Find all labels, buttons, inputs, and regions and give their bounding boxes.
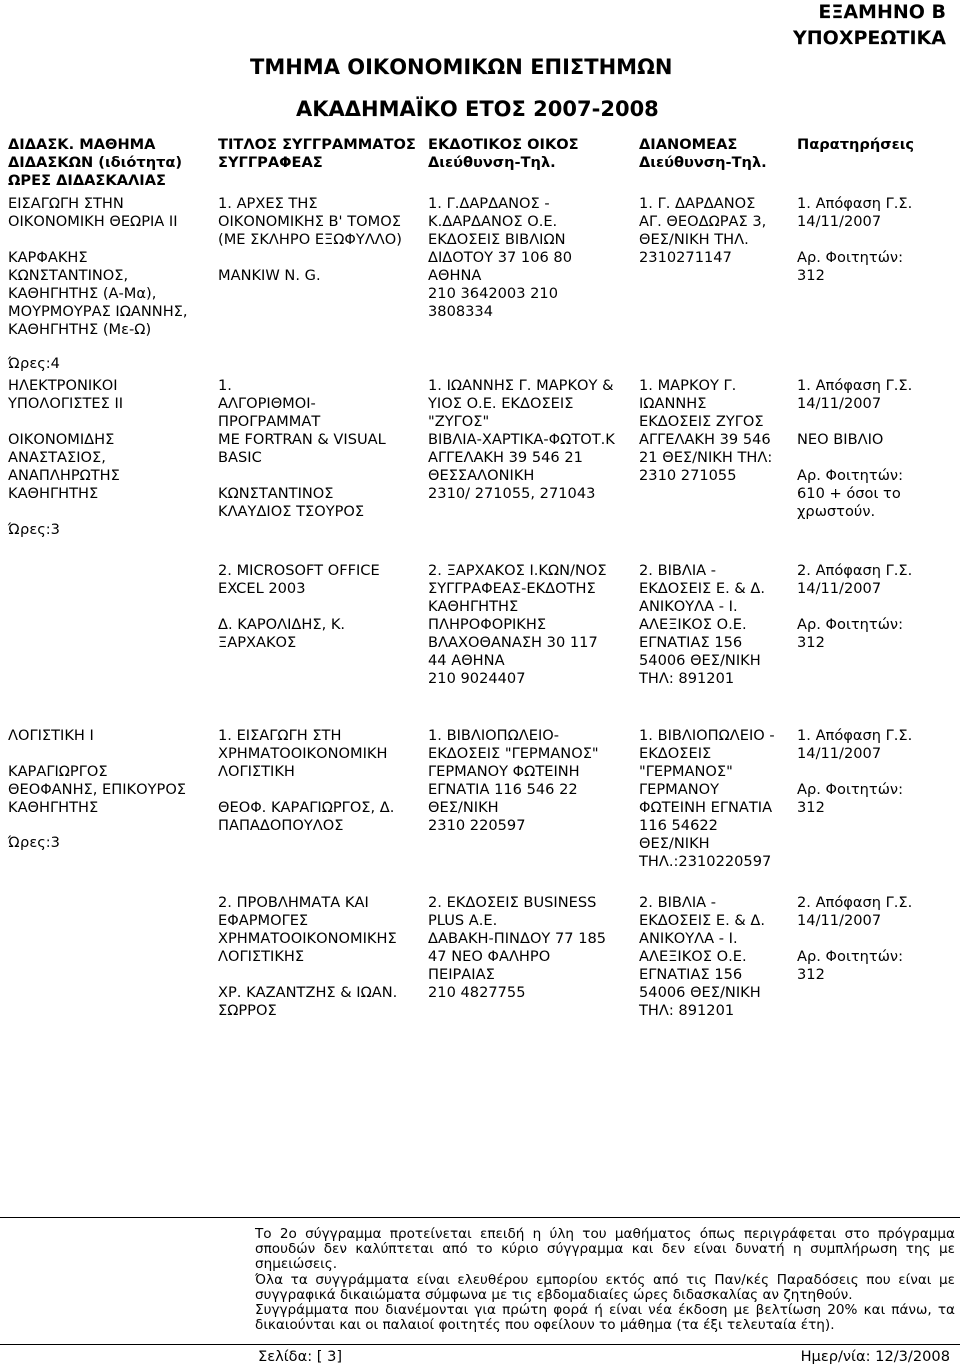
col-header-distributor: ΔΙΑΝΟΜΕΑΣ Διεύθυνση-Τηλ.	[639, 136, 767, 171]
row2-notes: 1. Απόφαση Γ.Σ. 14/11/2007 ΝΕΟ ΒΙΒΛΙΟ Αρ. Φοιτητών: 610 + όσοι το χρωστούν.	[797, 377, 913, 520]
row2-title: 1. ΑΛΓΟΡΙΘΜΟΙ-ΠΡΟΓΡΑΜΜΑΤ ΜΕ FORTRAN & VISUAL BASIC ΚΩΝΣΤΑΝΤΙΝΟΣ ΚΛΑΥΔΙΟΣ ΤΣΟΥΡΟΣ	[218, 377, 386, 520]
note-divider-top	[0, 1217, 960, 1218]
col-header-course: ΔΙΔΑΣΚ. ΜΑΘΗΜΑ ΔΙΔΑΣΚΩΝ (ιδιότητα) ΩΡΕΣ ΔΙΔΑΣΚΑΛΙΑΣ	[8, 136, 183, 189]
row1-course: ΕΙΣΑΓΩΓΗ ΣΤΗΝ ΟΙΚΟΝΟΜΙΚΗ ΘΕΩΡΙΑ ΙΙ ΚΑΡΦΑΚΗΣ ΚΩΝΣΤΑΝΤΙΝΟΣ, ΚΑΘΗΓΗΤΗΣ (Α-Μα), ΜΟΥΡΜΟΥΡΑΣ ΙΩΑΝΝΗΣ, ΚΑΘΗΓΗΤΗΣ (Με-Ω)	[8, 195, 188, 338]
semester-label-2: ΥΠΟΧΡΕΩΤΙΚΑ	[793, 27, 946, 49]
row4-title: 1. ΕΙΣΑΓΩΓΗ ΣΤΗ ΧΡΗΜΑΤΟΟΙΚΟΝΟΜΙΚΗ ΛΟΓΙΣΤΙΚΗ ΘΕΟΦ. ΚΑΡΑΓΙΩΡΓΟΣ, Δ. ΠΑΠΑΔΟΠΟΥΛΟΣ	[218, 727, 395, 834]
semester-label-1: ΕΞΑΜΗΝΟ Β	[818, 1, 946, 23]
print-date: Ημερ/νία: 12/3/2008	[800, 1348, 950, 1365]
col-header-title: ΤΙΤΛΟΣ ΣΥΓΓΡΑΜΜΑΤΟΣ ΣΥΓΓΡΑΦΕΑΣ	[218, 136, 416, 171]
row5-title: 2. ΠΡΟΒΛΗΜΑΤΑ ΚΑΙ ΕΦΑΡΜΟΓΕΣ ΧΡΗΜΑΤΟΟΙΚΟΝΟΜΙΚΗΣ ΛΟΓΙΣΤΙΚΗΣ ΧΡ. ΚΑΖΑΝΤΖΗΣ & ΙΩΑΝ. ΣΩΡΡΟΣ	[218, 894, 398, 1019]
department-title: ΤΜΗΜΑ ΟΙΚΟΝΟΜΙΚΩΝ ΕΠΙΣΤΗΜΩΝ	[250, 55, 673, 79]
row4-publisher: 1. ΒΙΒΛΙΟΠΩΛΕΙΟ- ΕΚΔΟΣΕΙΣ "ΓΕΡΜΑΝΟΣ" ΓΕΡΜΑΝΟΥ ΦΩΤΕΙΝΗ ΕΓΝΑΤΙΑ 116 546 22 ΘΕΣ/ΝΙΚΗ 2310 220597	[428, 727, 599, 834]
row2-publisher: 1. ΙΩΑΝΝΗΣ Γ. ΜΑΡΚΟΥ & ΥΙΟΣ Ο.Ε. ΕΚΔΟΣΕΙΣ "ΖΥΓΟΣ" ΒΙΒΛΙΑ-ΧΑΡΤΙΚΑ-ΦΩΤΟΤ.Κ ΑΓΓΕΛΑΚΗ 39 546 21 ΘΕΣΣΑΛΟΝΙΚΗ 2310/ 271055, 271043	[428, 377, 615, 502]
row1-distributor: 1. Γ. ΔΑΡΔΑΝΟΣ ΑΓ. ΘΕΟΔΩΡΑΣ 3, ΘΕΣ/ΝΙΚΗ ΤΗΛ. 2310271147	[639, 195, 767, 266]
row1-publisher: 1. Γ.ΔΑΡΔΑΝΟΣ - Κ.ΔΑΡΔΑΝΟΣ Ο.Ε. ΕΚΔΟΣΕΙΣ ΒΙΒΛΙΩΝ ΔΙΔΟΤΟΥ 37 106 80 ΑΘΗΝΑ 210 3642003 210 3808334	[428, 195, 572, 320]
row4-hours: Ώρες:3	[8, 834, 60, 851]
row5-publisher: 2. ΕΚΔΟΣΕΙΣ BUSINESS PLUS Α.Ε. ΔΑΒΑΚΗ-ΠΙΝΔΟΥ 77 185 47 ΝΕΟ ΦΑΛΗΡΟ ΠΕΙΡΑΙΑΣ 210 4827755	[428, 894, 607, 1001]
row5-distributor: 2. ΒΙΒΛΙΑ - ΕΚΔΟΣΕΙΣ Ε. & Δ. ΑΝΙΚΟΥΛΑ - Ι. ΑΛΕΞΙΚΟΣ Ο.Ε. ΕΓΝΑΤΙΑΣ 156 54006 ΘΕΣ/ΝΙΚΗ ΤΗΛ: 891201	[639, 894, 766, 1019]
row1-hours: Ώρες:4	[8, 355, 60, 372]
row2-distributor: 1. ΜΑΡΚΟΥ Γ. ΙΩΑΝΝΗΣ ΕΚΔΟΣΕΙΣ ΖΥΓΟΣ ΑΓΓΕΛΑΚΗ 39 546 21 ΘΕΣ/ΝΙΚΗ ΤΗΛ: 2310 271055	[639, 377, 773, 484]
row3-title: 2. MICROSOFT OFFICE EXCEL 2003 Δ. ΚΑΡΟΛΙΔΗΣ, Κ. ΞΑΡΧΑΚΟΣ	[218, 562, 380, 651]
row1-title: 1. ΑΡΧΕΣ ΤΗΣ ΟΙΚΟΝΟΜΙΚΗΣ Β' ΤΟΜΟΣ (ΜΕ ΣΚΛΗΡΟ ΕΞΩΦΥΛΛΟ) MANKIW N. G.	[218, 195, 402, 284]
row2-hours: Ώρες:3	[8, 521, 60, 538]
academic-year-title: ΑΚΑΔΗΜΑΪΚΟ ΕΤΟΣ 2007-2008	[296, 97, 659, 121]
row4-notes: 1. Απόφαση Γ.Σ. 14/11/2007 Αρ. Φοιτητών: 312	[797, 727, 913, 816]
page-number: Σελίδα: [ 3]	[258, 1348, 343, 1365]
row2-course: ΗΛΕΚΤΡΟΝΙΚΟΙ ΥΠΟΛΟΓΙΣΤΕΣ ΙΙ ΟΙΚΟΝΟΜΙΔΗΣ ΑΝΑΣΤΑΣΙΟΣ, ΑΝΑΠΛΗΡΩΤΗΣ ΚΑΘΗΓΗΤΗΣ	[8, 377, 124, 502]
row4-course: ΛΟΓΙΣΤΙΚΗ Ι ΚΑΡΑΓΙΩΡΓΟΣ ΘΕΟΦΑΝΗΣ, ΕΠΙΚΟΥΡΟΣ ΚΑΘΗΓΗΤΗΣ	[8, 727, 187, 816]
footer-divider	[0, 1344, 960, 1345]
row3-publisher: 2. ΞΑΡΧΑΚΟΣ Ι.ΚΩΝ/ΝΟΣ ΣΥΓΓΡΑΦΕΑΣ-ΕΚΔΟΤΗΣ ΚΑΘΗΓΗΤΗΣ ΠΛΗΡΟΦΟΡΙΚΗΣ ΒΛΑΧΟΘΑΝΑΣΗ 30 117 44 ΑΘΗΝΑ 210 9024407	[428, 562, 607, 687]
row3-distributor: 2. ΒΙΒΛΙΑ - ΕΚΔΟΣΕΙΣ Ε. & Δ. ΑΝΙΚΟΥΛΑ - Ι. ΑΛΕΞΙΚΟΣ Ο.Ε. ΕΓΝΑΤΙΑΣ 156 54006 ΘΕΣ/ΝΙΚΗ ΤΗΛ: 891201	[639, 562, 766, 687]
col-header-publisher: ΕΚΔΟΤΙΚΟΣ ΟΙΚΟΣ Διεύθυνση-Τηλ.	[428, 136, 579, 171]
col-header-notes: Παρατηρήσεις	[797, 136, 915, 153]
footnote-text: Το 2ο σύγγραμμα προτείνεται επειδή η ύλη του μαθήματος όπως περιγράφεται στο πρόγραμμα σπουδών δεν καλύπτεται από το κύριο σύγγραμμα και δεν είναι δυνατή η συμπλήρωση της με σημειώσεις. Όλα τα συγγράμματα είναι ελευθέρου εμπορίου εκτός από τις Παν/κές Παραδόσεις που είναι με συγγραφικά δικαιώματα σύμφωνα με τις εβδομαδιαίες ώρες διδασκαλίας αν ζητηθούν. Συγγράμματα που διανέμονται για πρώτη φορά ή είναι νέα έκδοση με βελτίωση 20% και πάνω, τα δικαιούνται και οι παλαιοί φοιτητές που οφείλουν το μάθημα (τα έξι τελευταία έτη).	[255, 1226, 955, 1334]
row4-distributor: 1. ΒΙΒΛΙΟΠΩΛΕΙΟ - ΕΚΔΟΣΕΙΣ "ΓΕΡΜΑΝΟΣ" ΓΕΡΜΑΝΟΥ ΦΩΤΕΙΝΗ ΕΓΝΑΤΙΑ 116 54622 ΘΕΣ/ΝΙΚΗ ΤΗΛ.:2310220597	[639, 727, 775, 870]
row1-notes: 1. Απόφαση Γ.Σ. 14/11/2007 Αρ. Φοιτητών: 312	[797, 195, 913, 284]
row5-notes: 2. Απόφαση Γ.Σ. 14/11/2007 Αρ. Φοιτητών: 312	[797, 894, 913, 983]
row3-notes: 2. Απόφαση Γ.Σ. 14/11/2007 Αρ. Φοιτητών: 312	[797, 562, 913, 651]
